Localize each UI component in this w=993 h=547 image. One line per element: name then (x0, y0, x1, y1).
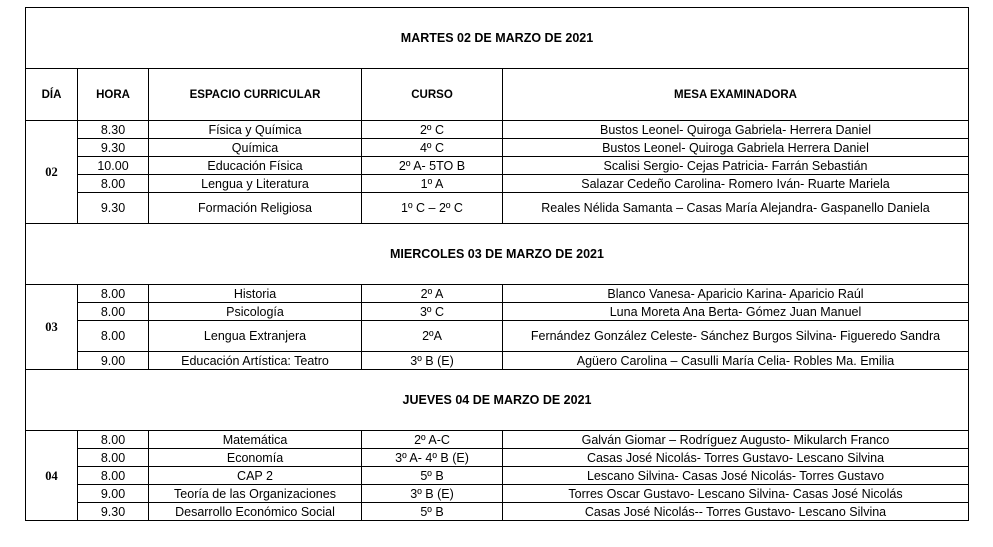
curso-cell: 1º C – 2º C (362, 193, 503, 224)
table-row (26, 139, 969, 157)
hora-cell: 8.30 (78, 121, 149, 139)
curso-cell: 2ºA (362, 321, 503, 352)
curso-cell: 5º B (362, 503, 503, 521)
espacio-cell: Matemática (149, 431, 362, 449)
espacio-cell: Educación Física (149, 157, 362, 175)
espacio-cell: Química (149, 139, 362, 157)
header-row (26, 69, 969, 121)
mesa-cell: Fernández González Celeste- Sánchez Burgos Silvina- Figueredo Sandra (503, 321, 969, 352)
mesa-cell: Luna Moreta Ana Berta- Gómez Juan Manuel (503, 303, 969, 321)
curso-cell: 3º A- 4º B (E) (362, 449, 503, 467)
curso-cell: 2º C (362, 121, 503, 139)
hora-cell: 8.00 (78, 431, 149, 449)
table-row (26, 193, 969, 224)
day-number: 02 (26, 121, 78, 224)
mesa-cell: Reales Nélida Samanta – Casas María Alejandra- Gaspanello Daniela (503, 193, 969, 224)
hora-cell: 10.00 (78, 157, 149, 175)
espacio-cell: Desarrollo Económico Social (149, 503, 362, 521)
hora-cell: 8.00 (78, 285, 149, 303)
curso-cell: 5º B (362, 467, 503, 485)
espacio-cell: Educación Artística: Teatro (149, 352, 362, 370)
header-hora: HORA (78, 69, 149, 121)
table-row (26, 503, 969, 521)
mesa-cell: Galván Giomar – Rodríguez Augusto- Mikularch Franco (503, 431, 969, 449)
day-number: 04 (26, 431, 78, 521)
table-row (26, 449, 969, 467)
espacio-cell: CAP 2 (149, 467, 362, 485)
hora-cell: 8.00 (78, 449, 149, 467)
day-title: MIERCOLES 03 DE MARZO DE 2021 (26, 224, 969, 285)
curso-cell: 1º A (362, 175, 503, 193)
mesa-cell: Casas José Nicolás-- Torres Gustavo- Lescano Silvina (503, 503, 969, 521)
hora-cell: 9.30 (78, 139, 149, 157)
espacio-cell: Teoría de las Organizaciones (149, 485, 362, 503)
table-row (26, 285, 969, 303)
mesa-cell: Bustos Leonel- Quiroga Gabriela- Herrera Daniel (503, 121, 969, 139)
hora-cell: 8.00 (78, 175, 149, 193)
hora-cell: 9.30 (78, 503, 149, 521)
header-espacio: ESPACIO CURRICULAR (149, 69, 362, 121)
day-number: 03 (26, 285, 78, 370)
table-row (26, 352, 969, 370)
curso-cell: 3º B (E) (362, 352, 503, 370)
curso-cell: 2º A-C (362, 431, 503, 449)
mesa-cell: Salazar Cedeño Carolina- Romero Iván- Ruarte Mariela (503, 175, 969, 193)
espacio-cell: Física y Química (149, 121, 362, 139)
hora-cell: 8.00 (78, 321, 149, 352)
hora-cell: 8.00 (78, 467, 149, 485)
table-row (26, 467, 969, 485)
espacio-cell: Lengua y Literatura (149, 175, 362, 193)
table-row (26, 303, 969, 321)
espacio-cell: Lengua Extranjera (149, 321, 362, 352)
table-row (26, 157, 969, 175)
curso-cell: 2º A (362, 285, 503, 303)
espacio-cell: Formación Religiosa (149, 193, 362, 224)
day-title: JUEVES 04 DE MARZO DE 2021 (26, 370, 969, 431)
espacio-cell: Economía (149, 449, 362, 467)
header-curso: CURSO (362, 69, 503, 121)
espacio-cell: Historia (149, 285, 362, 303)
exam-schedule-table (25, 7, 969, 521)
curso-cell: 3º B (E) (362, 485, 503, 503)
mesa-cell: Lescano Silvina- Casas José Nicolás- Torres Gustavo (503, 467, 969, 485)
mesa-cell: Torres Oscar Gustavo- Lescano Silvina- Casas José Nicolás (503, 485, 969, 503)
header-mesa: MESA EXAMINADORA (503, 69, 969, 121)
table-row (26, 175, 969, 193)
table-row (26, 321, 969, 352)
day-title-row (26, 370, 969, 431)
curso-cell: 3º C (362, 303, 503, 321)
table-row (26, 485, 969, 503)
header-dia: DÍA (26, 69, 78, 121)
mesa-cell: Scalisi Sergio- Cejas Patricia- Farrán Sebastián (503, 157, 969, 175)
day-title: MARTES 02 DE MARZO DE 2021 (26, 8, 969, 69)
day-title-row (26, 8, 969, 69)
hora-cell: 9.30 (78, 193, 149, 224)
hora-cell: 9.00 (78, 352, 149, 370)
day-title-row (26, 224, 969, 285)
mesa-cell: Agüero Carolina – Casulli María Celia- Robles Ma. Emilia (503, 352, 969, 370)
table-row (26, 431, 969, 449)
hora-cell: 8.00 (78, 303, 149, 321)
mesa-cell: Blanco Vanesa- Aparicio Karina- Aparicio Raúl (503, 285, 969, 303)
hora-cell: 9.00 (78, 485, 149, 503)
espacio-cell: Psicología (149, 303, 362, 321)
curso-cell: 4º C (362, 139, 503, 157)
curso-cell: 2º A- 5TO B (362, 157, 503, 175)
mesa-cell: Bustos Leonel- Quiroga Gabriela Herrera Daniel (503, 139, 969, 157)
table-row (26, 121, 969, 139)
mesa-cell: Casas José Nicolás- Torres Gustavo- Lescano Silvina (503, 449, 969, 467)
